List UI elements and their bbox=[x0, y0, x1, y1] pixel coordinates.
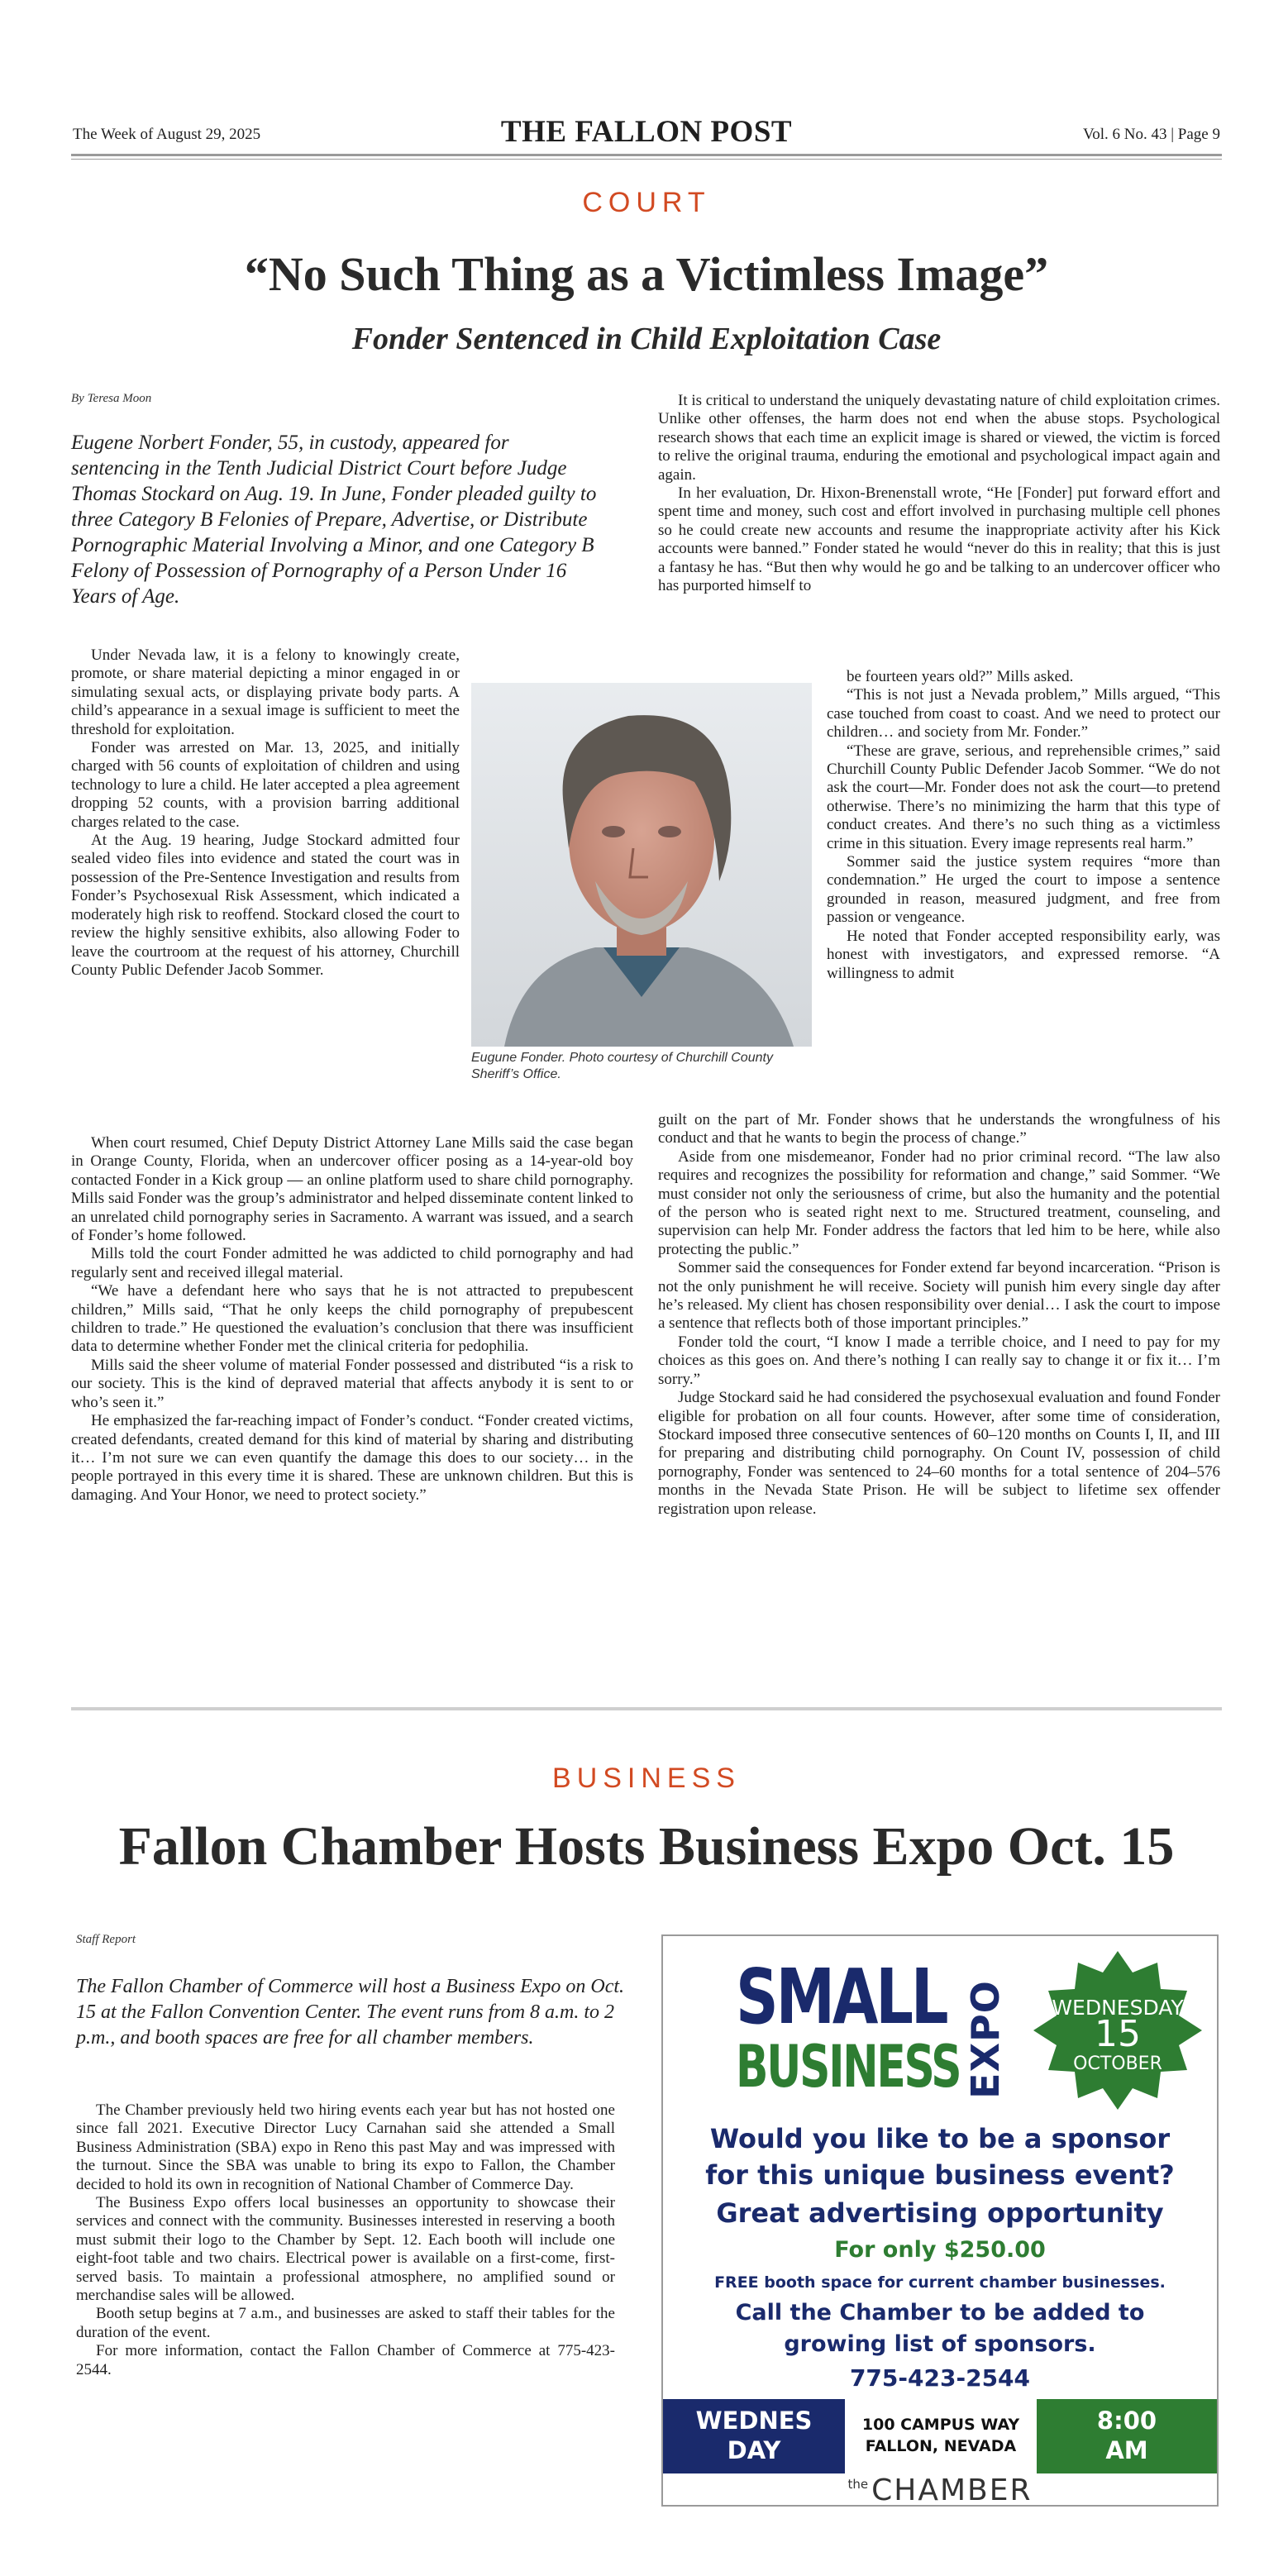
paragraph: He noted that Fonder accepted responsibility early, was honest with investigators, and expressed remorse. “A willingness to admit bbox=[827, 927, 1220, 982]
ad-line-6: Call the Chamber to be added to bbox=[735, 2300, 1145, 2326]
court-col-right-wrap bbox=[827, 668, 1220, 983]
paragraph: Mills said the sheer volume of material Fonder possessed and distributed “is a risk to our society. This is the kind of depraved material that affects anybody it is sent to or who’s seen it.” bbox=[71, 1356, 633, 1411]
ad-line-3: Great advertising opportunity bbox=[716, 2197, 1164, 2229]
paragraph: “This is not just a Nevada problem,” Mills argued, “This case touched from coast to coast. And we need to protect our children… and society from Mr. Fonder.” bbox=[827, 686, 1220, 742]
paragraph: Fonder told the court, “I know I made a terrible choice, and I need to pay for my choices as this goes on. And there’s nothing I can really say to change it or fix it… I’m sorry.” bbox=[658, 1333, 1220, 1388]
court-col-left-full bbox=[71, 1134, 633, 1505]
masthead bbox=[71, 114, 1222, 154]
ad-expo-vertical bbox=[961, 1969, 1010, 2110]
paragraph: He emphasized the far-reaching impact of Fonder’s conduct. “Fonder created victims, created defendants, created demand for this kind of material by sharing and distributing it… I’m not sure we can even quantify the damage this does to our society… in the people portrayed in this every time it is shared. These are unknown children. But this is damaging. And Your Honor, we need to protect society.” bbox=[71, 1412, 633, 1504]
court-headline: “No Such Thing as a Victimless Image” bbox=[244, 247, 1049, 301]
paragraph: Under Nevada law, it is a felony to knowingly create, promote, or share material depicting a minor engaged in or simulating sexual acts, or displaying private body parts. A child’s appearance in a sexual image is sufficient to meet the threshold for exploitation. bbox=[71, 646, 460, 738]
ad-business-wordmark: BUSINESS bbox=[736, 2033, 961, 2101]
photo-caption: Eugune Fonder. Photo courtesy of Churchill County Sheriff’s Office. bbox=[471, 1051, 773, 1081]
expo-advertisement bbox=[661, 1934, 1219, 2507]
court-deck: Fonder Sentenced in Child Exploitation Case bbox=[351, 322, 942, 356]
chamber-logo-name: CHAMBER bbox=[871, 2473, 1033, 2507]
ad-expo-text: EXPO bbox=[963, 1980, 1008, 2099]
section-kicker-business: BUSINESS bbox=[552, 1763, 741, 1794]
business-headline: Fallon Chamber Hosts Business Expo Oct. 15 bbox=[118, 1816, 1175, 1877]
ad-line-5: FREE booth space for current chamber businesses. bbox=[714, 2273, 1166, 2292]
paragraph: When court resumed, Chief Deputy District Attorney Lane Mills said the case began in Orange County, Florida, when an undercover officer posing as a 14-year-old boy contacted Fonder in a Kick group — an online platform used to share child pornography. Mills said Fonder was the group’s administrator and helped disseminate content linked to an unrelated child pornography series in Sacramento. A warrant was issued, and a search of Fonder’s home followed. bbox=[71, 1134, 633, 1245]
ad-line-7: growing list of sponsors. bbox=[784, 2331, 1096, 2357]
paragraph: Mills told the court Fonder admitted he was addicted to child pornography and had regularly sent and received illegal material. bbox=[71, 1245, 633, 1281]
masthead-rule bbox=[71, 154, 1222, 156]
paragraph: At the Aug. 19 hearing, Judge Stockard admitted four sealed video files into evidence and stated the court was in possession of the Pre-Sentence Investigation and results from Fonder’s Psychosexual Risk Assessment, which indicated a moderately high risk to reoffend. Stockard closed the court to review the highly sensitive exhibits, also allowing Foder to leave the courtroom at the request of his attorney, Churchill County Public Defender Jacob Sommer. bbox=[71, 832, 460, 979]
masthead-rule-thin bbox=[71, 159, 1222, 160]
ad-price: For only $250.00 bbox=[834, 2237, 1046, 2263]
ad-footer-day-1: WEDNES bbox=[695, 2407, 813, 2435]
paragraph: The Chamber previously held two hiring events each year but has not hosted one since fall 2021. Executive Director Lucy Carnahan said she attended a Small Business Administration (SBA) expo in Reno this past May and was impressed with the turnout. Since the SBA was unable to bring its expo to Fallon, the Chamber decided to hold its own in recognition of National Chamber of Commerce Day. bbox=[76, 2101, 615, 2193]
issue-date: The Week of August 29, 2025 bbox=[73, 126, 261, 143]
ad-footer-city: FALLON, NEVADA bbox=[865, 2437, 1017, 2455]
paragraph: Judge Stockard said he had considered the psychosexual evaluation and found Fonder eligible for probation on all four counts. However, after some time of consideration, Stockard imposed three consecutive sentences of 60–120 months on Counts I, II, and III for preparing and distributing child pornography. On Count IV, possession of child pornography, Fonder was sentenced to 24–60 months for a total sentence of 204–576 months in the Nevada State Prison. He will be subject to lifetime sex offender registration upon release. bbox=[658, 1389, 1220, 1518]
paragraph: “These are grave, serious, and reprehensible crimes,” said Churchill County Public Defender Jacob Sommer. “We do not ask the court—Mr. Fonder does not ask the court—to pretend otherwise. There’s no minimizing the harm that this type of conduct creates. And there’s no such thing as a victimless crime in this situation. Every image represents real harm.” bbox=[827, 742, 1220, 852]
business-body bbox=[76, 2101, 615, 2379]
business-lede: The Fallon Chamber of Commerce will host a Business Expo on Oct. 15 at the Fallon Convention Center. The event runs from 8 a.m. to 2 p.m., and booth spaces are free for all chamber members. bbox=[76, 1976, 625, 2049]
issue-number: Vol. 6 No. 43 | Page 9 bbox=[1082, 126, 1220, 143]
paragraph: It is critical to understand the uniquely devastating nature of child exploitation crimes. Unlike other offenses, the harm does not end when the abuse stops. Psychological research shows that each time an explicit image is shared or viewed, the victim is forced to relive the original trauma, enduring the emotional and psychological impact again and again. bbox=[658, 392, 1220, 484]
ad-small-wordmark: SMALL bbox=[736, 1953, 947, 2041]
section-kicker-court: COURT bbox=[582, 187, 711, 218]
badge-month: OCTOBER bbox=[1073, 2054, 1162, 2074]
fonder-photo bbox=[471, 683, 812, 1047]
ad-footer-time bbox=[1037, 2399, 1217, 2473]
ad-line-1: Would you like to be a sponsor bbox=[709, 2123, 1171, 2154]
court-lede: Eugene Norbert Fonder, 55, in custody, appeared for sentencing in the Tenth Judicial District Court before Judge Thomas Stockard on Aug. 19. In June, Fonder pleaded guilty to three Category B Felonies of Prepare, Advertise, or Distribute Pornographic Material Involving a Minor, and one Category B Felony of Possession of Pornography of a Person Under 16 Years of Age. bbox=[71, 432, 597, 608]
date-badge bbox=[1027, 1948, 1209, 2113]
paragraph: The Business Expo offers local businesses an opportunity to showcase their services and connect with the community. Businesses interested in reserving a booth must submit their logo to the Chamber by Sept. 12. Each booth will include one eight-foot table and two chairs. Electrical power is available on a first-come, first-served basis. To maintain a professional atmosphere, no amplified sound or merchandise sales will be allowed. bbox=[76, 2194, 615, 2305]
paragraph: Sommer said the consequences for Fonder extend far beyond incarceration. “Prison is not the only punishment he will receive. Society will punish him every single day after he’s released. My client has chosen responsibility over denial… I ask the court to impose a sentence that reflects both of those important principles.” bbox=[658, 1259, 1220, 1333]
paragraph: Fonder was arrested on Mar. 13, 2025, and initially charged with 56 counts of exploitation of children and using technology to lure a child. He later accepted a plea agreement dropping 52 counts, with a provision barring additional charges related to the case. bbox=[71, 739, 460, 831]
newspaper-title: THE FALLON POST bbox=[500, 115, 793, 149]
ad-footer-day-2: DAY bbox=[727, 2436, 781, 2464]
ad-footer-day bbox=[663, 2399, 845, 2473]
badge-weekday: WEDNESDAY bbox=[1052, 1996, 1184, 2020]
badge-day: 15 bbox=[1095, 2013, 1141, 2055]
ad-footer-time-2: AM bbox=[1105, 2436, 1148, 2464]
court-col-right-top bbox=[658, 392, 1220, 595]
section-divider bbox=[71, 1707, 1222, 1710]
ad-line-2: for this unique business event? bbox=[705, 2159, 1175, 2191]
paragraph: Aside from one misdemeanor, Fonder had no prior criminal record. “The law also requires and recognizes the possibility for reformation and change,” said Sommer. “We must consider not only the seriousness of crime, but also the humanity and the potential of the person who is seated right next to me. Structured treatment, counseling, and supervision can help Mr. Fonder address the factors that led him to be here, while also protecting the public.” bbox=[658, 1147, 1220, 1258]
chamber-logo-the: the bbox=[847, 2477, 869, 2492]
paragraph: be fourteen years old?” Mills asked. bbox=[847, 668, 1074, 685]
paragraph: “We have a defendant here who says that he is not attracted to prepubescent children,” Mills said, “That he only keeps the child pornography of prepubescent children to trade.” He questioned the evaluation’s conclusion that there was insufficient data to determine whether Fonder met the clinical criteria for pedophilia. bbox=[71, 1282, 633, 1356]
ad-footer bbox=[663, 2399, 1217, 2473]
ad-footer-street: 100 CAMPUS WAY bbox=[861, 2416, 1020, 2434]
paragraph: Sommer said the justice system requires “more than condemnation.” He urged the court to impose a sentence grounded in reason, measured judgment, and free from passion or vengeance. bbox=[827, 853, 1220, 927]
paragraph: In her evaluation, Dr. Hixon-Brenenstall wrote, “He [Fonder] put forward effort and spent time and money, such cost and effort involved in purchasing multiple cell phones so he could create new accounts and resume the inappropriate activity after his Kick accounts were banned.” Fonder stated he would “never do this in reality; that this is just a fantasy he has. “But then why would he go and be talking to an undercover officer who has purported himself to bbox=[658, 484, 1220, 595]
paragraph: guilt on the part of Mr. Fonder shows that he understands the wrongfulness of his conduct and that he wants to begin the process of change.” bbox=[658, 1111, 1220, 1147]
ad-footer-time-1: 8:00 bbox=[1096, 2407, 1157, 2435]
ad-footer-address bbox=[845, 2399, 1037, 2473]
court-col-right-bottom bbox=[658, 1111, 1220, 1519]
business-byline: Staff Report bbox=[76, 1933, 136, 1946]
paragraph: For more information, contact the Fallon Chamber of Commerce at 775-423-2544. bbox=[76, 2342, 615, 2378]
court-col-left-wrap bbox=[71, 646, 460, 980]
paragraph: Booth setup begins at 7 a.m., and businesses are asked to staff their tables for the duration of the event. bbox=[76, 2305, 615, 2341]
chamber-logo bbox=[663, 2473, 1217, 2507]
ad-phone: 775-423-2544 bbox=[849, 2364, 1031, 2392]
court-byline: By Teresa Moon bbox=[71, 392, 152, 405]
